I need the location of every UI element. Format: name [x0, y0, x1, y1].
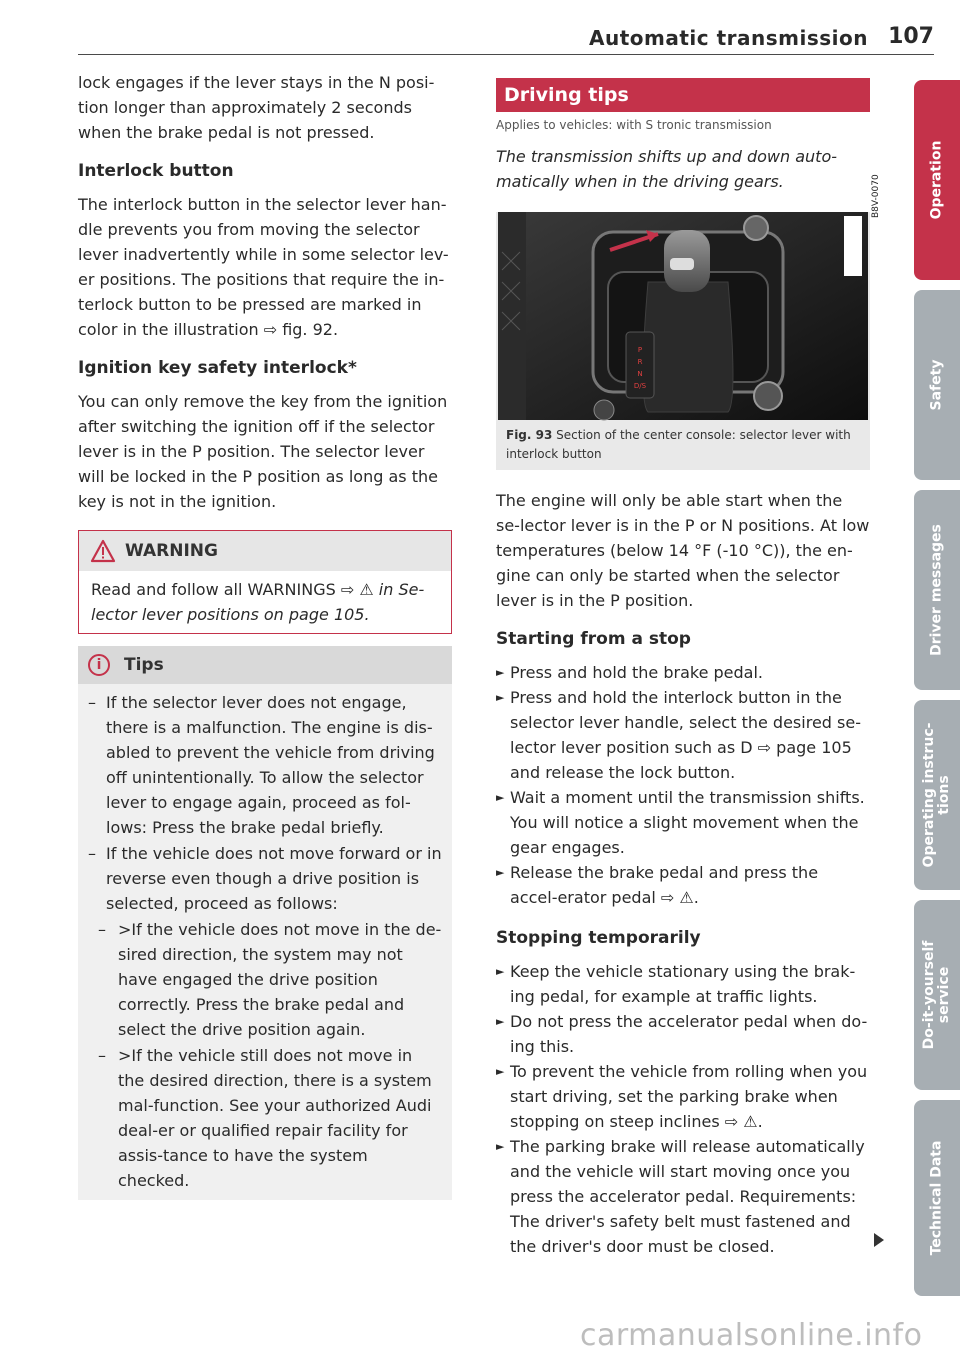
svg-text:P: P — [637, 346, 643, 354]
ignition-paragraph: You can only remove the key from the ignition after switching the ignition off if the selector lever is in the P position. The selector lever will be locked in the P position as long as the key is not in the ignition. — [78, 392, 448, 511]
page-header — [78, 22, 934, 55]
page-number: 107 — [888, 24, 934, 49]
figure-caption — [496, 420, 870, 470]
bullet-arrow-icon: ► — [496, 866, 505, 879]
tab-operating-instructions[interactable]: Operating instruc-tions — [914, 700, 960, 890]
warning-text-reference[interactable]: in Se-lector lever positions on page 105. — [91, 580, 425, 624]
list-item: ► Release the brake pedal and press the accel-erator pedal ⇨ ⚠. — [496, 860, 870, 910]
tip-subitem: – >If the vehicle does not move in the de-sired direction, the system may not have engaged the drive position correctly. Press the brake pedal and select the drive position again. — [88, 917, 442, 1042]
chapter-title: Automatic transmission — [589, 26, 868, 50]
bullet-arrow-icon: ► — [496, 1065, 505, 1078]
applies-to-note: Applies to vehicles: with S tronic transmission — [496, 118, 772, 132]
warning-title: WARNING — [125, 540, 218, 561]
bullet-arrow-icon: ► — [496, 965, 505, 978]
interlock-heading: Interlock button — [78, 161, 234, 181]
tip-item: – If the selector lever does not engage, there is a malfunction. The engine is dis-abled to prevent the vehicle from driving off unintentionally. To allow the selector lever to engage again, proceed as fol-lows: Press the brake pedal briefly. — [88, 690, 442, 840]
svg-text:N: N — [637, 370, 643, 378]
tab-technical-data[interactable]: Technical Data — [914, 1100, 960, 1296]
bullet-arrow-icon: ► — [496, 1015, 505, 1028]
tab-driver-messages[interactable]: Driver messages — [914, 490, 960, 690]
figure-code: B8V-0070 — [871, 174, 881, 218]
start-heading: Starting from a stop — [496, 629, 691, 649]
continued-arrow-icon — [874, 1233, 884, 1247]
watermark: carmanualsonline.info — [580, 1318, 923, 1353]
warning-text — [79, 571, 451, 633]
tip-text: If the selector lever does not engage, there is a malfunction. The engine is dis-abled to prevent the vehicle from driving off unintentionally. To allow the selector lever to engage again, proceed as fol-lows: Press the brake pedal briefly. — [106, 693, 435, 837]
tip-subtext: >If the vehicle does not move in the de-sired direction, the system may not have engaged the drive position correctly. Press the brake pedal and select the drive position again. — [118, 920, 442, 1039]
bullet-arrow-icon: ► — [496, 691, 505, 704]
intro-italic: The transmission shifts up and down auto-matically when in the driving gears. — [496, 147, 837, 191]
tip-text: If the vehicle does not move forward or in reverse even though a drive position is selected, proceed as follows: — [106, 844, 442, 913]
list-item: ► Wait a moment until the transmission shifts. You will notice a slight movement when the gear engages. — [496, 785, 870, 860]
section-title: Driving tips — [504, 83, 629, 106]
figure-93 — [496, 174, 881, 470]
selector-lever-photo — [498, 174, 881, 420]
figure-caption-text: Section of the center console: selector lever with interlock button — [506, 428, 851, 461]
engine-start-paragraph: The engine will only be able start when the se-lector lever is in the P or N positions. At low temperatures (below 14 °F (-10 °C)), the en-gine can only be started when the selector lever is in the P position. — [496, 491, 870, 610]
warning-box — [78, 530, 452, 634]
tip-subtext: >If the vehicle still does not move in the desired direction, there is a system mal-function. See your authorized Audi deal-er or qualified repair facility for assis-tance to have the system checked. — [118, 1046, 432, 1190]
warning-triangle-icon — [91, 540, 115, 562]
list-item: ► To prevent the vehicle from rolling when you start driving, set the parking brake when stopping on steep inclines ⇨ ⚠. — [496, 1059, 870, 1134]
info-icon: i — [88, 654, 110, 676]
figure-label: Fig. 93 — [506, 428, 553, 442]
intro-paragraph: lock engages if the lever stays in the N posi-tion longer than approximately 2 seconds when the brake pedal is not pressed. — [78, 73, 435, 142]
list-item: ► Keep the vehicle stationary using the brak-ing pedal, for example at traffic lights. — [496, 959, 870, 1009]
start-bullet-list — [496, 660, 870, 910]
bullet-arrow-icon: ► — [496, 666, 505, 679]
warning-header — [79, 531, 451, 571]
tab-operation[interactable]: Operation — [914, 80, 960, 280]
tab-safety[interactable]: Safety — [914, 290, 960, 480]
tip-item: – If the vehicle does not move forward or in reverse even though a drive position is selected, proceed as follows: — [88, 841, 442, 916]
tip-subitem: – >If the vehicle still does not move in the desired direction, there is a system mal-function. See your authorized Audi deal-er or qualified repair facility for assis-tance to have the system checked. — [88, 1043, 442, 1193]
bullet-arrow-icon: ► — [496, 791, 505, 804]
tips-title: Tips — [124, 654, 164, 675]
tips-header — [78, 646, 452, 684]
right-column — [496, 70, 881, 1259]
stop-bullet-list — [496, 959, 870, 1259]
svg-text:D/S: D/S — [633, 382, 647, 390]
tips-body — [78, 684, 452, 1200]
bullet-arrow-icon: ► — [496, 1140, 505, 1153]
left-column — [78, 70, 452, 1200]
list-item: ► Press and hold the interlock button in the selector lever handle, select the desired se-lector lever position such as D ⇨ page 105 and release the lock button. — [496, 685, 870, 785]
list-item: ► Press and hold the brake pedal. — [496, 660, 870, 685]
tips-box — [78, 646, 452, 1200]
selector-lever-illustration — [498, 212, 868, 420]
list-item: ► The parking brake will release automatically and the vehicle will start moving once you press the accelerator pedal. Requirements: The driver's safety belt must fastened and the driver's door must be closed. — [496, 1134, 870, 1259]
warning-text-main: Read and follow all WARNINGS ⇨ ⚠ — [91, 580, 379, 599]
section-title-bar — [496, 78, 870, 112]
tab-do-it-yourself-service[interactable]: Do-it-yourself service — [914, 900, 960, 1090]
ignition-heading: Ignition key safety interlock* — [78, 358, 357, 378]
stop-heading: Stopping temporarily — [496, 928, 701, 948]
list-item: ► Do not press the accelerator pedal when do-ing this. — [496, 1009, 870, 1059]
interlock-paragraph: The interlock button in the selector lever han-dle prevents you from moving the selector lever inadvertently while in some selector lev-er positions. The positions that require the in-terlock button to be pressed are marked in color in the illustration ⇨ fig. 92. — [78, 195, 449, 339]
svg-text:R: R — [637, 358, 643, 366]
